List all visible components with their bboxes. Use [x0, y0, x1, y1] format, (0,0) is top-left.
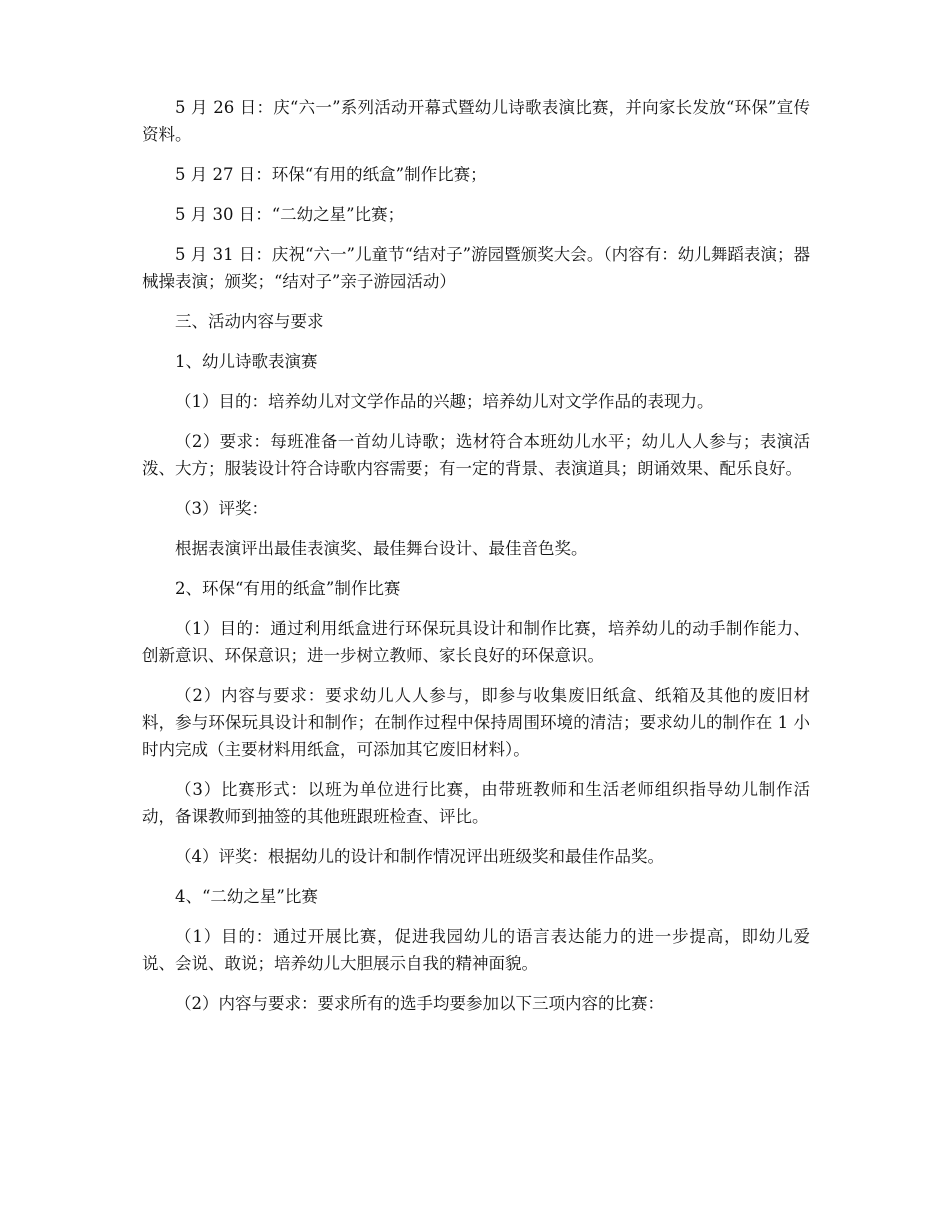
schedule-may-27: 5 月 27 日：环保“有用的纸盒”制作比赛；	[175, 165, 487, 184]
poetry-awards-detail: 根据表演评出最佳表演奖、最佳舞台设计、最佳音色奖。	[175, 539, 588, 558]
subheading-poetry-contest: 1、幼儿诗歌表演赛	[175, 352, 318, 371]
subheading-paper-box-contest: 2、环保“有用的纸盒”制作比赛	[175, 579, 401, 598]
schedule-may-30: 5 月 30 日：“二幼之星”比赛；	[175, 205, 405, 224]
section-heading-activities: 三、活动内容与要求	[175, 312, 324, 331]
subheading-star-contest: 4、“二幼之星”比赛	[175, 887, 318, 906]
poetry-purpose: （1）目的：培养幼儿对文学作品的兴趣；培养幼儿对文学作品的表现力。	[175, 392, 714, 411]
paper-box-awards: （4）评奖：根据幼儿的设计和制作情况评出班级奖和最佳作品奖。	[175, 847, 664, 866]
star-contest-purpose: （1）目的：通过开展比赛，促进我园幼儿的语言表达能力的进一步提高，即幼儿爱说、会说、敢说；培养幼儿大胆展示自我的精神面貌。	[142, 927, 810, 973]
schedule-may-31: 5 月 31 日：庆祝“六一”儿童节“结对子”游园暨颁奖大会。（内容有：幼儿舞蹈表演；器械操表演；颁奖；“结对子”亲子游园活动）	[142, 245, 810, 291]
poetry-awards-label: （3）评奖：	[175, 499, 268, 518]
paper-box-purpose: （1）目的：通过利用纸盒进行环保玩具设计和制作比赛，培养幼儿的动手制作能力、创新意识、环保意识；进一步树立教师、家长良好的环保意识。	[142, 619, 810, 665]
schedule-may-26: 5 月 26 日：庆“六一”系列活动开幕式暨幼儿诗歌表演比赛，并向家长发放“环保”宣传资料。	[142, 98, 810, 144]
document-body	[142, 94, 810, 1030]
paper-box-requirements: （2）内容与要求：要求幼儿人人参与，即参与收集废旧纸盒、纸箱及其他的废旧材料，参与环保玩具设计和制作；在制作过程中保持周围环境的清洁；要求幼儿的制作在 1 小时内完成（主要材料用纸盒，可添加其它废旧材料）。	[142, 686, 810, 759]
poetry-requirements: （2）要求：每班准备一首幼儿诗歌；选材符合本班幼儿水平；幼儿人人参与；表演活泼、大方；服装设计符合诗歌内容需要；有一定的背景、表演道具；朗诵效果、配乐良好。	[142, 432, 810, 478]
star-contest-requirements: （2）内容与要求：要求所有的选手均要参加以下三项内容的比赛：	[175, 994, 664, 1013]
paper-box-format: （3）比赛形式：以班为单位进行比赛，由带班教师和生活老师组织指导幼儿制作活动，备课教师到抽签的其他班跟班检查、评比。	[142, 780, 810, 826]
